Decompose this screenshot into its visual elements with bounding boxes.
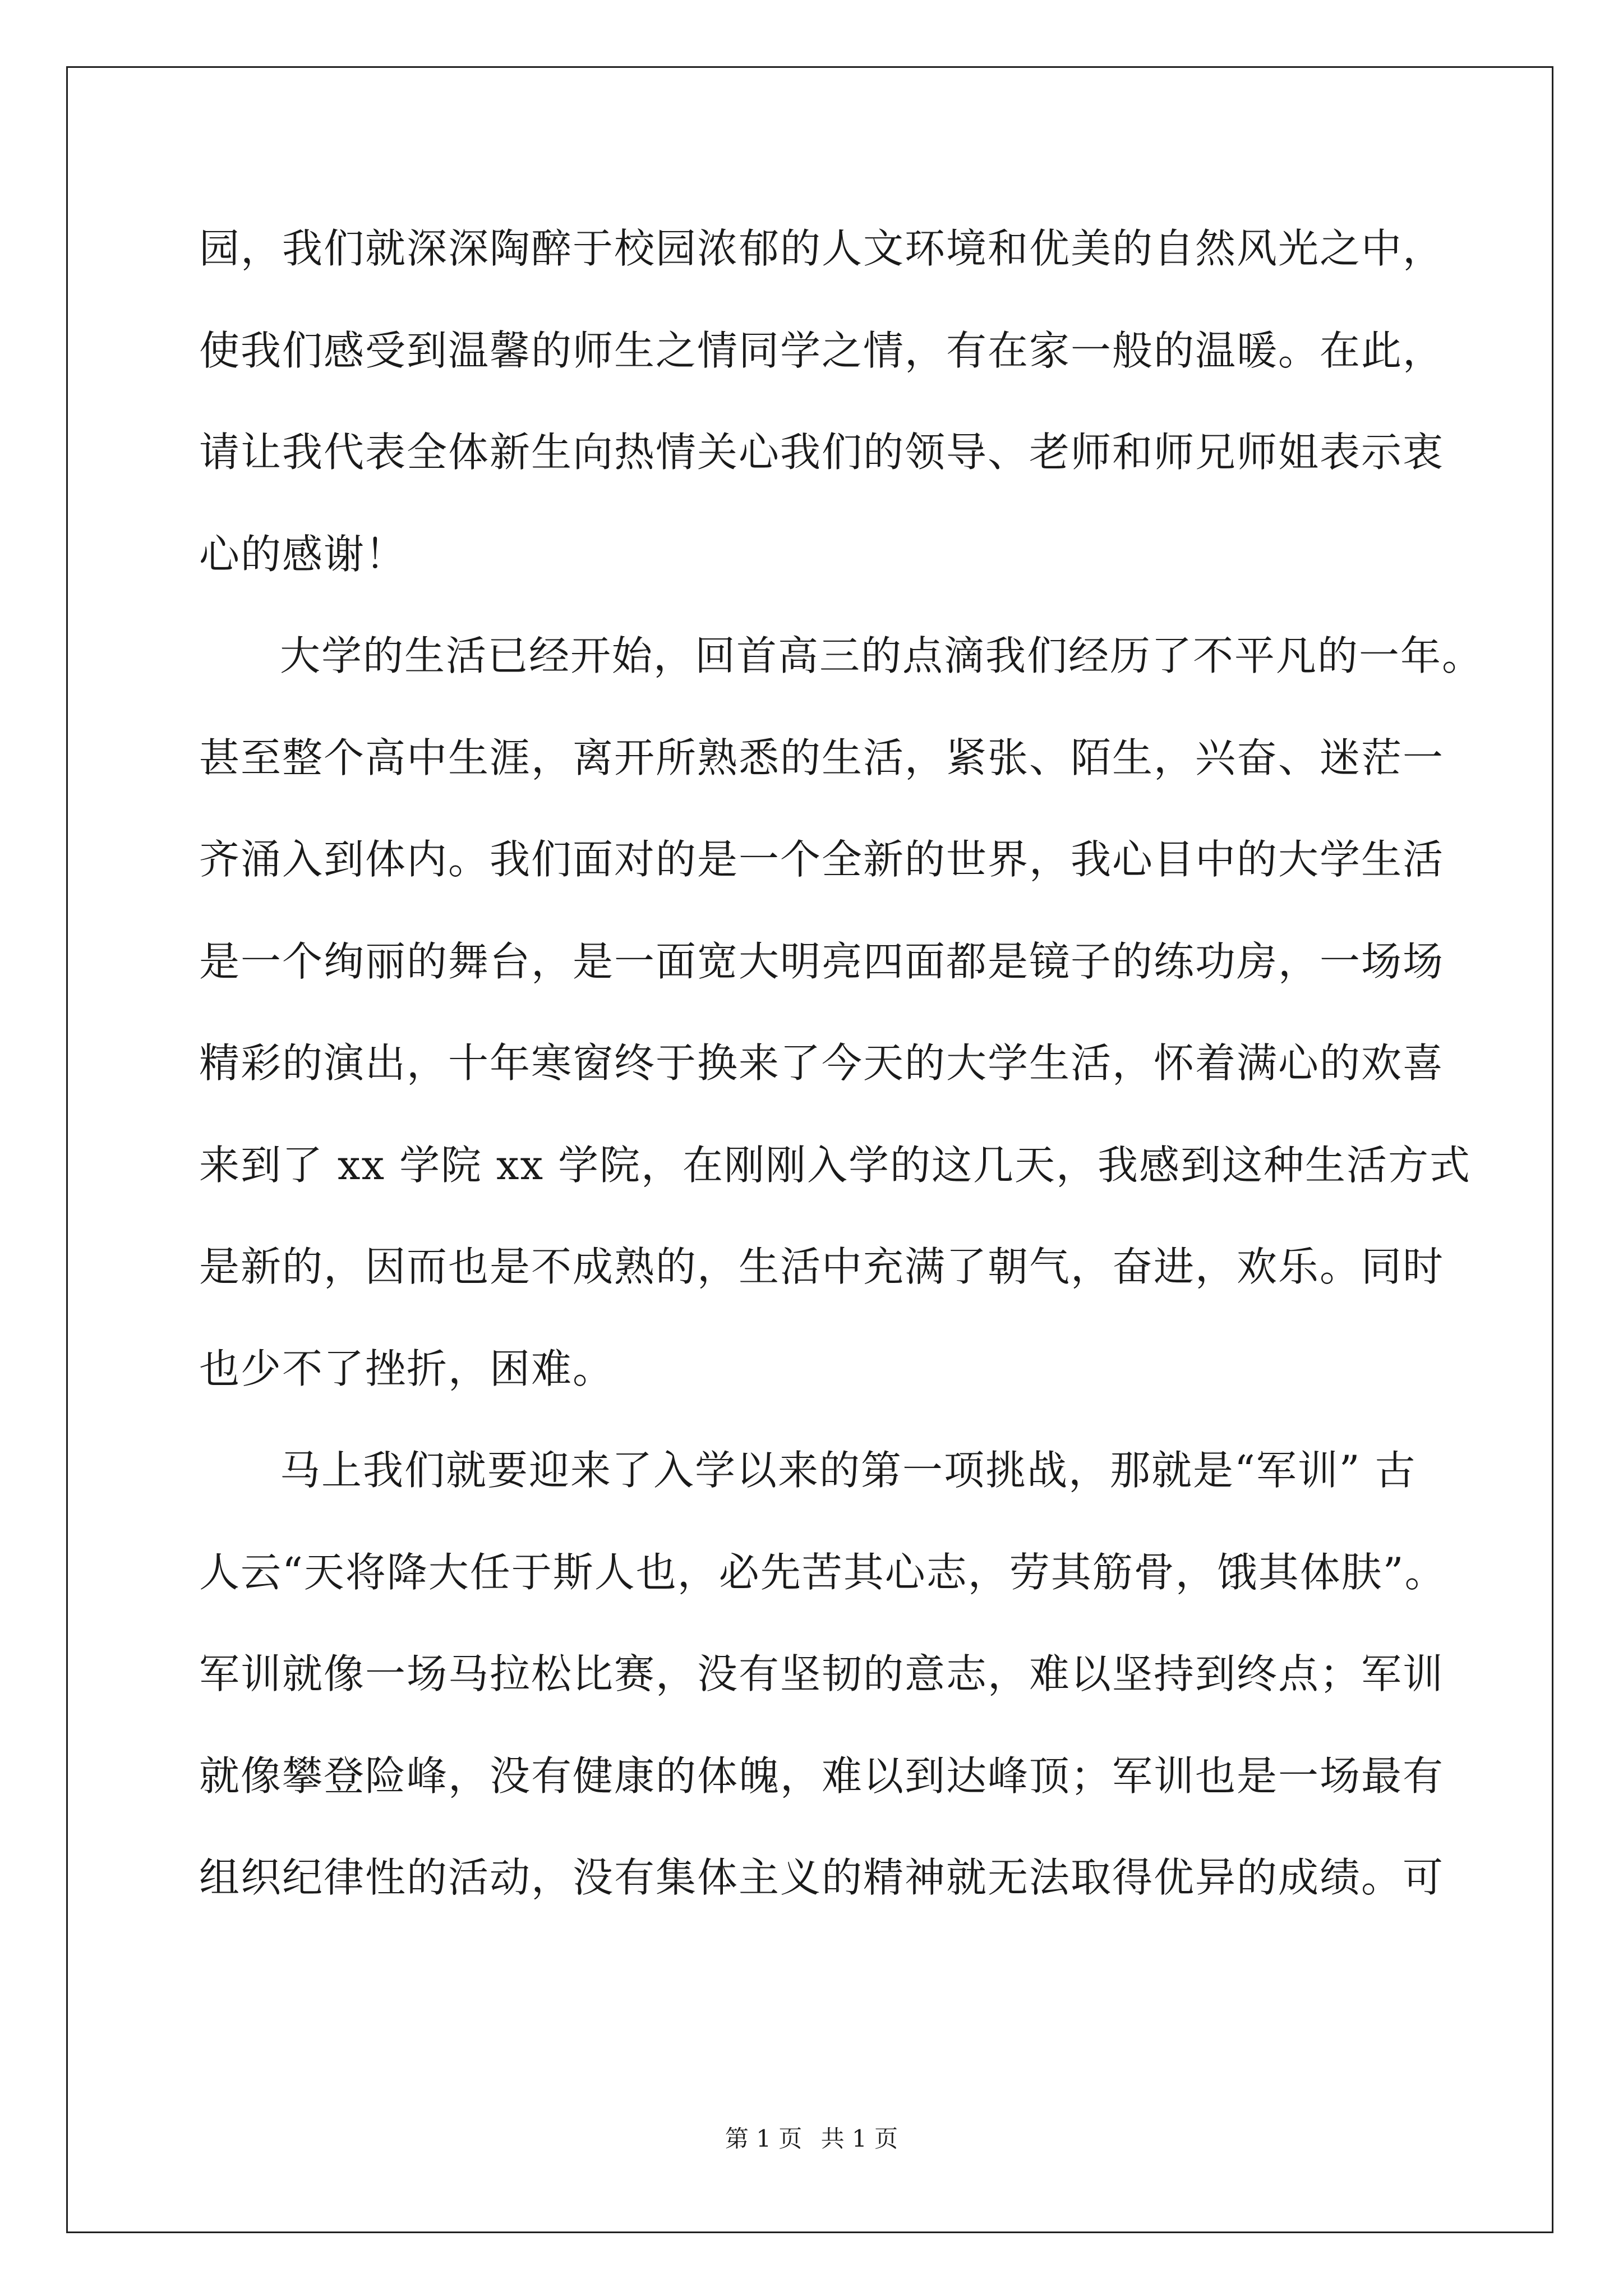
document-body [199,198,1484,1929]
text-line: 甚至整个高中生涯，离开所熟悉的生活，紧张、陌生，兴奋、迷茫一 [199,734,1445,781]
text-line: 人云“天将降大任于斯人也，必先苦其心志，劳其筋骨，饿其体肤”。 [199,1548,1446,1596]
text-line: 是新的，因而也是不成熟的，生活中充满了朝气，奋进，欢乐。同时 [199,1243,1445,1290]
text-line: 心的感谢！ [199,530,407,578]
text-line: 就像攀登险峰，没有健康的体魄，难以到达峰顶；军训也是一场最有 [199,1752,1445,1800]
text-line: 请让我代表全体新生向热情关心我们的领导、老师和师兄师姐表示衷 [199,429,1445,476]
page-number-total: 共 1 页 [820,2125,898,2152]
text-line: 大学的生活已经开始，回首高三的点滴我们经历了不平凡的一年。 [280,632,1484,679]
text-line: 使我们感受到温馨的师生之情同学之情，有在家一般的温暖。在此， [199,326,1445,374]
text-line: 齐涌入到体内。我们面对的是一个全新的世界，我心目中的大学生活 [199,836,1445,883]
text-line: 来到了 xx 学院 xx 学院，在刚刚入学的这几天，我感到这种生活方式 [199,1141,1471,1189]
text-line: 马上我们就要迎来了入学以来的第一项挑战，那就是“军训” 古 [280,1447,1417,1494]
text-line: 是一个绚丽的舞台，是一面宽大明亮四面都是镜子的练功房，一场场 [199,937,1445,985]
text-line: 军训就像一场马拉松比赛，没有坚韧的意志，难以坚持到终点；军训 [199,1650,1445,1697]
text-line: 精彩的演出，十年寒窗终于换来了今天的大学生活，怀着满心的欢喜 [199,1039,1445,1087]
page-footer [0,2120,1623,2154]
text-line: 组织纪律性的活动，没有集体主义的精神就无法取得优异的成绩。可 [199,1854,1445,1901]
page-number-current: 第 1 页 [725,2125,803,2152]
text-line: 也少不了挫折，困难。 [199,1345,615,1392]
text-line: 园，我们就深深陶醉于校园浓郁的人文环境和优美的自然风光之中， [199,225,1445,272]
